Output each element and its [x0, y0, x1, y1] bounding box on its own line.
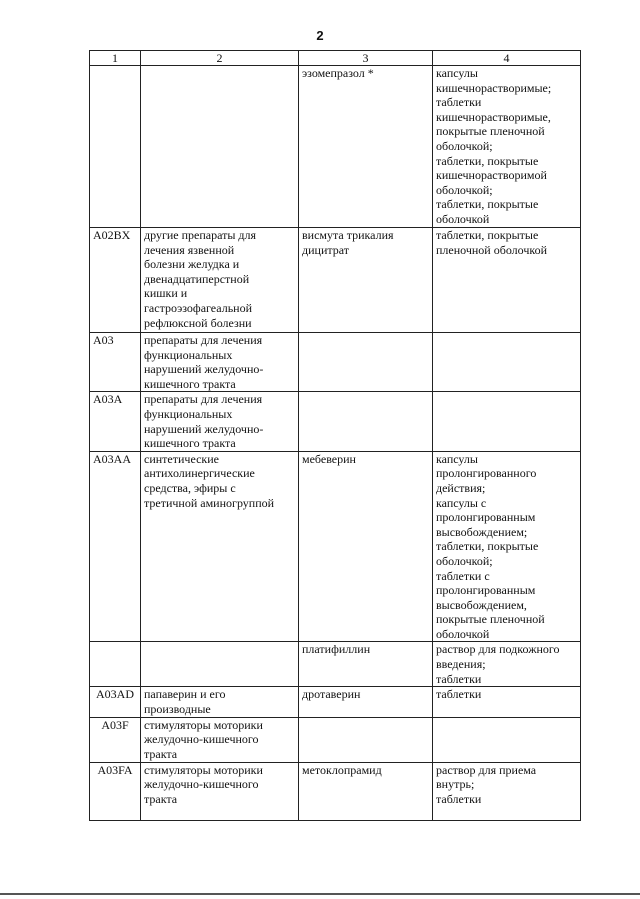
cell-text-line: производные — [144, 702, 211, 717]
atc-code-cell — [90, 642, 141, 687]
cell-text-line: оболочкой; — [436, 182, 493, 197]
substance-cell — [299, 687, 433, 717]
cell-text-line: кишки и — [144, 286, 188, 301]
substance-cell — [299, 717, 433, 762]
group-name-cell — [141, 687, 299, 717]
cell-text-line: гастроэзофагеальной — [144, 300, 253, 315]
cell-text-line: таблетки — [436, 687, 482, 702]
cell-text-line: метоклопрамид — [302, 762, 382, 777]
cell-text-line: стимуляторы моторики — [144, 762, 263, 777]
cell-text-line: тракта — [144, 791, 178, 806]
group-name-cell — [141, 392, 299, 451]
dosage-form-cell — [433, 228, 581, 333]
substance-cell — [299, 66, 433, 228]
cell-text-line: антихолинергические — [144, 466, 255, 481]
group-name-cell — [141, 762, 299, 820]
cell-text-line: желудочно-кишечного — [144, 732, 259, 747]
cell-text-line: двенадцатиперстной — [144, 271, 250, 286]
cell-text-line: кишечнорастворимые; — [436, 80, 552, 95]
cell-text-line: капсулы — [436, 451, 478, 466]
cell-text-line: папаверин и его — [144, 687, 226, 702]
table-body — [90, 66, 581, 821]
substance-cell — [299, 228, 433, 333]
atc-code-cell: A03 — [90, 333, 141, 392]
dosage-form-cell — [433, 451, 581, 642]
cell-text-line: третичной аминогруппой — [144, 495, 275, 510]
cell-text-line: эзомепразол * — [302, 66, 374, 80]
cell-text-line: функциональных — [144, 406, 233, 421]
table-header-row — [90, 51, 581, 66]
cell-text-line: пролонгированного — [436, 466, 537, 481]
cell-text-line: капсулы с — [436, 495, 487, 510]
dosage-form-cell — [433, 66, 581, 228]
cell-text-line: пролонгированным — [436, 583, 536, 598]
group-name-cell — [141, 228, 299, 333]
cell-text-line: лечения язвенной — [144, 242, 235, 257]
table-row — [90, 717, 581, 762]
group-name-cell — [141, 451, 299, 642]
cell-text-line: кишечнорастворимой — [436, 168, 547, 183]
dosage-form-cell — [433, 642, 581, 687]
cell-text-line: желудочно-кишечного — [144, 777, 259, 792]
cell-text-line: таблетки — [436, 671, 482, 686]
dosage-form-cell — [433, 717, 581, 762]
cell-text-line: пленочной оболочкой — [436, 242, 548, 257]
cell-text-line: введения; — [436, 657, 486, 672]
table-row — [90, 392, 581, 451]
cell-text-line: капсулы — [436, 66, 478, 80]
cell-text-line: болезни желудка и — [144, 257, 240, 272]
cell-text-line: стимуляторы моторики — [144, 717, 263, 732]
cell-text-line: рефлюксной болезни — [144, 315, 252, 330]
atc-code-cell: A03F — [90, 717, 141, 762]
column-header: 2 — [141, 51, 299, 66]
table-row — [90, 762, 581, 820]
dosage-form-cell — [433, 392, 581, 451]
column-header: 1 — [90, 51, 141, 66]
scan-bottom-edge — [0, 893, 640, 895]
column-header: 4 — [433, 51, 581, 66]
cell-text-line: пролонгированным — [436, 510, 536, 525]
cell-text-line: таблетки — [436, 95, 482, 110]
table-row — [90, 228, 581, 333]
cell-text-line: нарушений желудочно- — [144, 421, 264, 436]
cell-text-line: раствор для приема — [436, 762, 537, 777]
cell-text-line: висмута трикалия — [302, 228, 394, 242]
column-header: 3 — [299, 51, 433, 66]
cell-text-line: кишечного тракта — [144, 376, 236, 391]
cell-text-line: функциональных — [144, 347, 233, 362]
substance-cell — [299, 451, 433, 642]
cell-text-line: таблетки, покрытые — [436, 539, 539, 554]
dosage-form-cell — [433, 333, 581, 392]
substance-cell — [299, 392, 433, 451]
cell-text-line: препараты для лечения — [144, 333, 263, 347]
cell-text-line: таблетки, покрытые — [436, 197, 539, 212]
table-row — [90, 66, 581, 228]
atc-code-cell: A02BX — [90, 228, 141, 333]
cell-text-line: покрытые пленочной — [436, 124, 545, 139]
atc-code-cell: A03AD — [90, 687, 141, 717]
table-row — [90, 451, 581, 642]
dosage-form-cell — [433, 762, 581, 820]
cell-text-line: раствор для подкожного — [436, 642, 560, 657]
cell-text-line: другие препараты для — [144, 228, 257, 242]
table-row — [90, 642, 581, 687]
substance-cell — [299, 762, 433, 820]
cell-text-line: кишечнорастворимые, — [436, 109, 551, 124]
cell-text-line: таблетки — [436, 791, 482, 806]
cell-text-line: таблетки, покрытые — [436, 153, 539, 168]
cell-text-line: дицитрат — [302, 242, 350, 257]
cell-text-line: оболочкой; — [436, 138, 493, 153]
table-row — [90, 333, 581, 392]
group-name-cell — [141, 66, 299, 228]
cell-text-line: действия; — [436, 480, 486, 495]
drug-table — [89, 50, 581, 821]
group-name-cell — [141, 642, 299, 687]
atc-code-cell: A03AA — [90, 451, 141, 642]
cell-text-line: нарушений желудочно- — [144, 362, 264, 377]
cell-text-line: высвобождением; — [436, 524, 528, 539]
cell-text-line: таблетки, покрытые — [436, 228, 539, 242]
group-name-cell — [141, 717, 299, 762]
cell-text-line: внутрь; — [436, 777, 475, 792]
group-name-cell — [141, 333, 299, 392]
atc-code-cell: A03A — [90, 392, 141, 451]
dosage-form-cell — [433, 687, 581, 717]
cell-text-line: дротаверин — [302, 687, 361, 702]
cell-text-line: оболочкой — [436, 211, 490, 226]
cell-text-line: таблетки с — [436, 568, 490, 583]
cell-text-line: оболочкой; — [436, 553, 493, 568]
cell-text-line: платифиллин — [302, 642, 371, 657]
table-row — [90, 687, 581, 717]
cell-text-line: тракта — [144, 746, 178, 761]
cell-text-line: покрытые пленочной — [436, 612, 545, 627]
cell-text-line: высвобождением, — [436, 597, 527, 612]
cell-text-line: оболочкой — [436, 626, 490, 641]
cell-text-line: средства, эфиры с — [144, 480, 236, 495]
cell-text-line: мебеверин — [302, 451, 356, 466]
cell-text-line: препараты для лечения — [144, 392, 263, 407]
substance-cell — [299, 333, 433, 392]
page-number: 2 — [316, 28, 324, 43]
cell-text-line: синтетические — [144, 451, 219, 466]
substance-cell — [299, 642, 433, 687]
atc-code-cell: A03FA — [90, 762, 141, 820]
cell-text-line: кишечного тракта — [144, 436, 236, 451]
atc-code-cell — [90, 66, 141, 228]
